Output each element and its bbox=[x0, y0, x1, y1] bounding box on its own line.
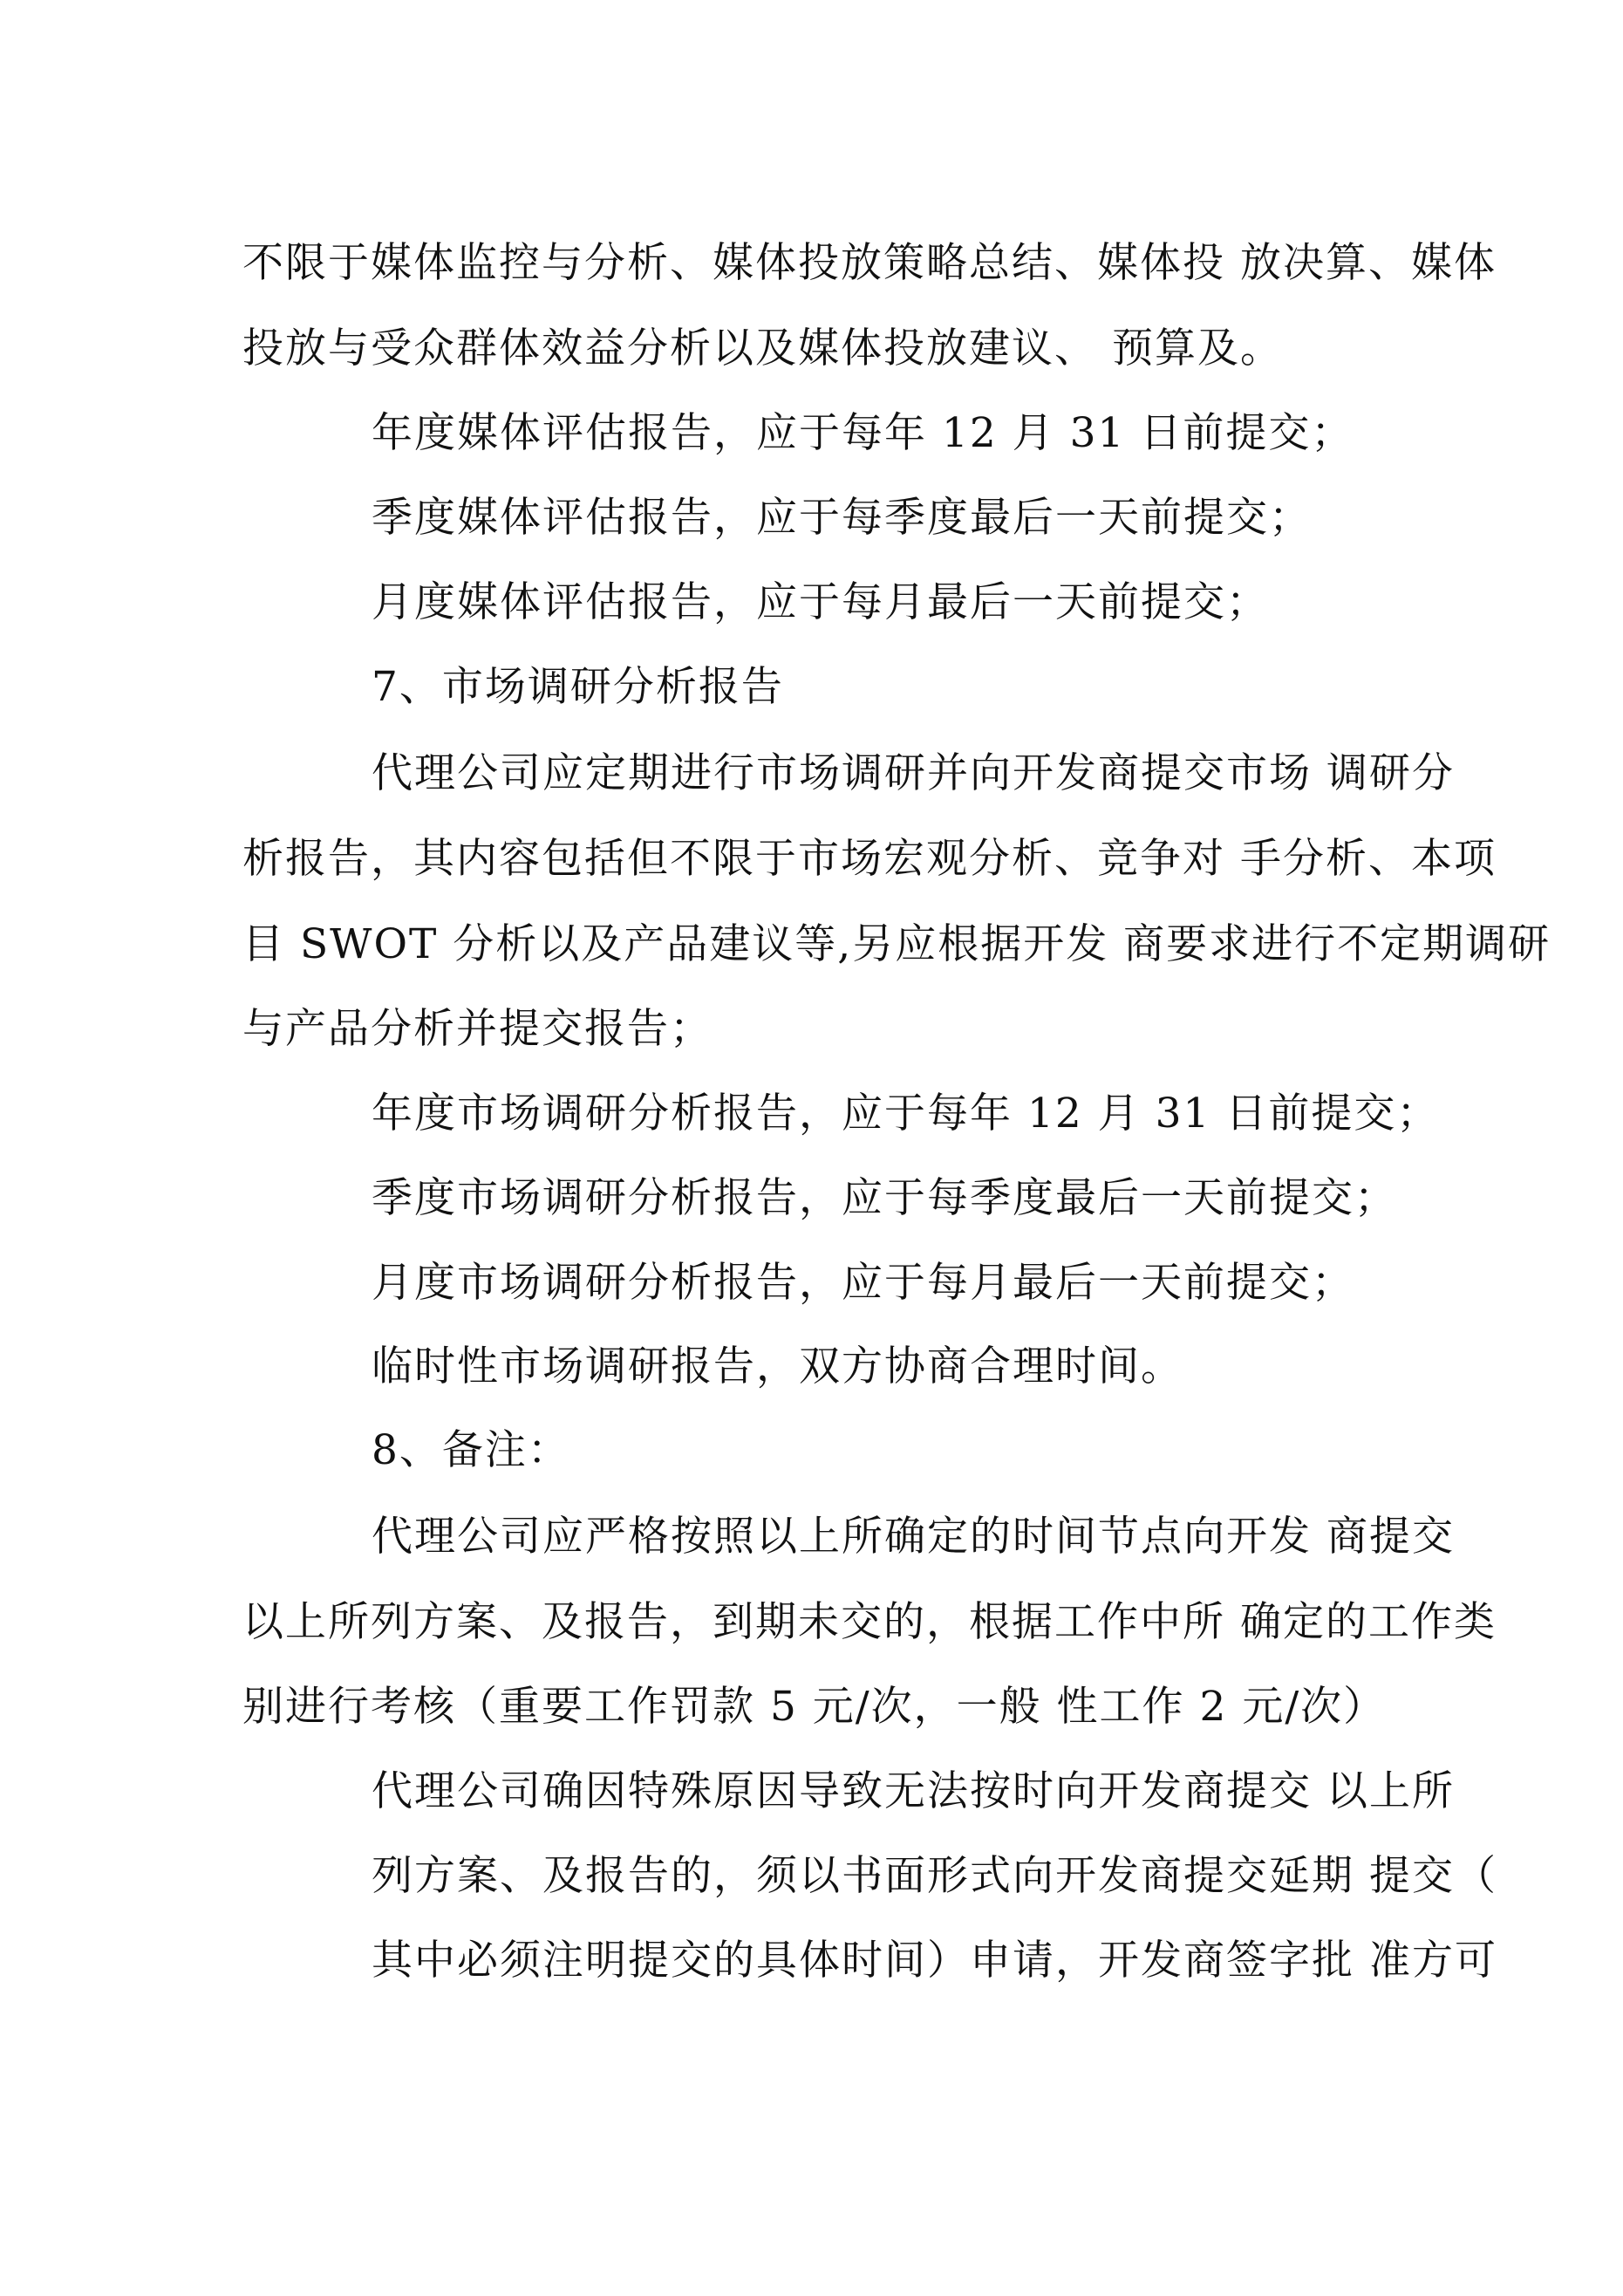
body-text-line: 代理公司确因特殊原因导致无法按时向开发商提交 以上所 bbox=[372, 1767, 1455, 1815]
body-text-line: 不限于媒体监控与分析、媒体投放策略总结、媒体投 放决算、媒体 bbox=[242, 239, 1497, 287]
body-text-line: 以上所列方案、及报告，到期未交的，根据工作中所 确定的工作类 bbox=[242, 1598, 1497, 1646]
body-text-line: 季度市场调研分析报告，应于每季度最后一天前提交； bbox=[372, 1174, 1397, 1222]
body-text-line: 季度媒体评估报告，应于每季度最后一天前提交； bbox=[372, 494, 1312, 542]
body-text-line: 代理公司应定期进行市场调研并向开发商提交市场 调研分 bbox=[372, 749, 1455, 797]
body-text-line: 别进行考核（重要工作罚款 5 元/次，一般 性工作 2 元/次） bbox=[242, 1683, 1387, 1731]
body-text-line: 年度媒体评估报告，应于每年 12 月 31 日前提交； bbox=[372, 409, 1354, 457]
body-text-line: 年度市场调研分析报告，应于每年 12 月 31 日前提交； bbox=[372, 1090, 1440, 1138]
body-text-line: 代理公司应严格按照以上所确定的时间节点向开发 商提交 bbox=[372, 1513, 1455, 1561]
body-text-line: 列方案、及报告的，须以书面形式向开发商提交延期 提交（ bbox=[372, 1852, 1497, 1900]
section-heading: 7、市场调研分析报告 bbox=[372, 663, 784, 711]
body-text-line: 投放与受众群体效益分析以及媒体投放建议、 预算及。 bbox=[242, 325, 1283, 372]
body-text-line: 其中必须注明提交的具体时间）申请，开发商签字批 准方可 bbox=[372, 1937, 1497, 1985]
body-text-line: 析报告，其内容包括但不限于市场宏观分析、竞争对 手分析、本项 bbox=[242, 835, 1497, 883]
body-text-line: 目 SWOT 分析以及产品建议等,另应根据开发 商要求进行不定期调研 bbox=[242, 920, 1551, 968]
body-text-line: 月度媒体评估报告，应于每月最后一天前提交； bbox=[372, 578, 1269, 626]
body-text-line: 月度市场调研分析报告，应于每月最后一天前提交； bbox=[372, 1259, 1354, 1307]
body-text-line: 临时性市场调研报告，双方协商合理时间。 bbox=[372, 1343, 1183, 1391]
section-heading: 8、备注： bbox=[372, 1426, 570, 1474]
body-text-line: 与产品分析并提交报告； bbox=[242, 1005, 713, 1053]
